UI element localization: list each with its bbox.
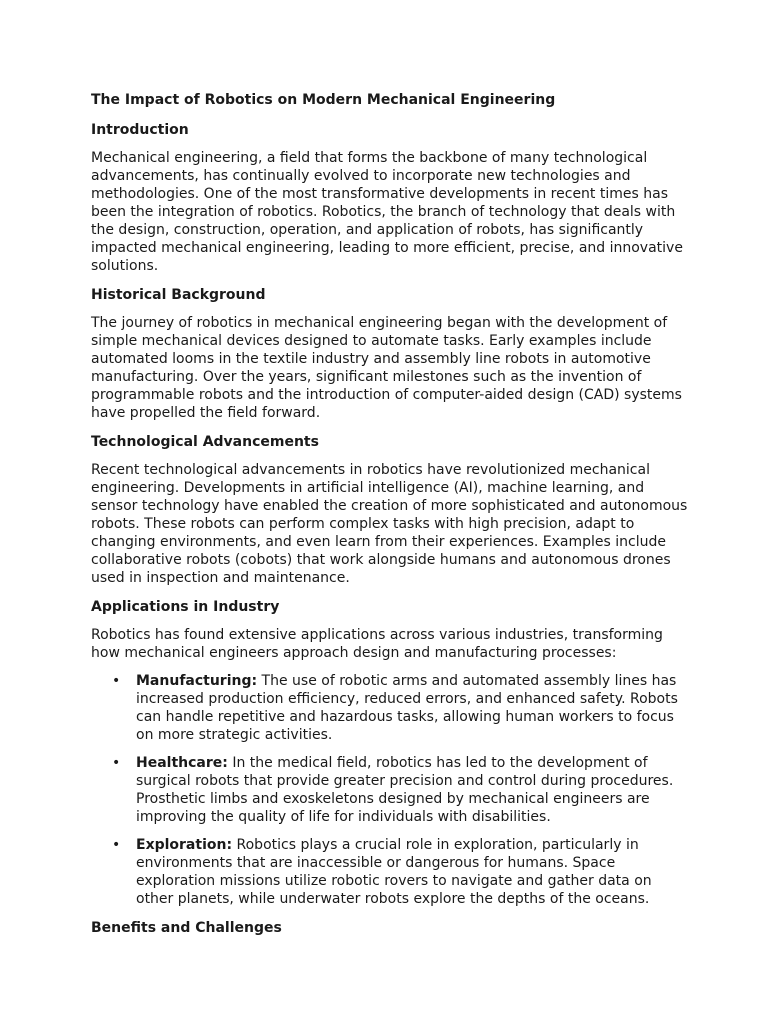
applications-list [91, 672, 691, 908]
list-item-text: The use of robotic arms and automated assembly lines has increased production efficiency, reduced errors, and enhanced safety. Robots can handle repetitive and hazardous tasks, allowing human workers to focus on more strategic activities. [136, 673, 678, 743]
heading-introduction: Introduction [91, 122, 189, 138]
document-title: The Impact of Robotics on Modern Mechanical Engineering [91, 92, 556, 108]
paragraph-applications-intro: Robotics has found extensive applications across various industries, transforming how mechanical engineers approach design and manufacturing processes: [91, 627, 663, 661]
document-page [91, 90, 691, 947]
list-item-exploration [112, 836, 691, 908]
paragraph-introduction: Mechanical engineering, a field that forms the backbone of many technological advancements, has continually evolved to incorporate new technologies and methodologies. One of the most transformative developments in recent times has been the integration of robotics. Robotics, the branch of technology that deals with the design, construction, operation, and application of robots, has significantly impacted mechanical engineering, leading to more efficient, precise, and innovative solutions. [91, 150, 683, 274]
paragraph-technological-advancements: Recent technological advancements in robotics have revolutionized mechanical engineering. Developments in artificial intelligence (AI), machine learning, and sensor technology have enabled the creation of more sophisticated and autonomous robots. These robots can perform complex tasks with high precision, adapt to changing environments, and even learn from their experiences. Examples include collaborative robots (cobots) that work alongside humans and autonomous drones used in inspection and maintenance. [91, 462, 688, 586]
list-item-term: Healthcare: [136, 755, 228, 771]
heading-benefits-and-challenges: Benefits and Challenges [91, 920, 282, 936]
list-item-text: Robotics plays a crucial role in exploration, particularly in environments that are inaccessible or dangerous for humans. Space exploration missions utilize robotic rovers to navigate and gather data on other planets, while underwater robots explore the depths of the oceans. [136, 837, 652, 907]
heading-applications-in-industry: Applications in Industry [91, 599, 280, 615]
bullet-icon: • [112, 837, 121, 853]
list-item-manufacturing [112, 672, 691, 744]
bullet-icon: • [112, 673, 121, 689]
bullet-icon: • [112, 755, 121, 771]
paragraph-historical-background: The journey of robotics in mechanical engineering began with the development of simple mechanical devices designed to automate tasks. Early examples include automated looms in the textile industry and assembly line robots in automotive manufacturing. Over the years, significant milestones such as the invention of programmable robots and the introduction of computer-aided design (CAD) systems have propelled the field forward. [91, 315, 682, 421]
list-item-text: In the medical field, robotics has led to the development of surgical robots that provide greater precision and control during procedures. Prosthetic limbs and exoskeletons designed by mechanical engineers are improving the quality of life for individuals with disabilities. [136, 755, 674, 825]
list-item-term: Exploration: [136, 837, 233, 853]
heading-historical-background: Historical Background [91, 287, 266, 303]
list-item-healthcare [112, 754, 691, 826]
heading-technological-advancements: Technological Advancements [91, 434, 319, 450]
list-item-term: Manufacturing: [136, 673, 258, 689]
